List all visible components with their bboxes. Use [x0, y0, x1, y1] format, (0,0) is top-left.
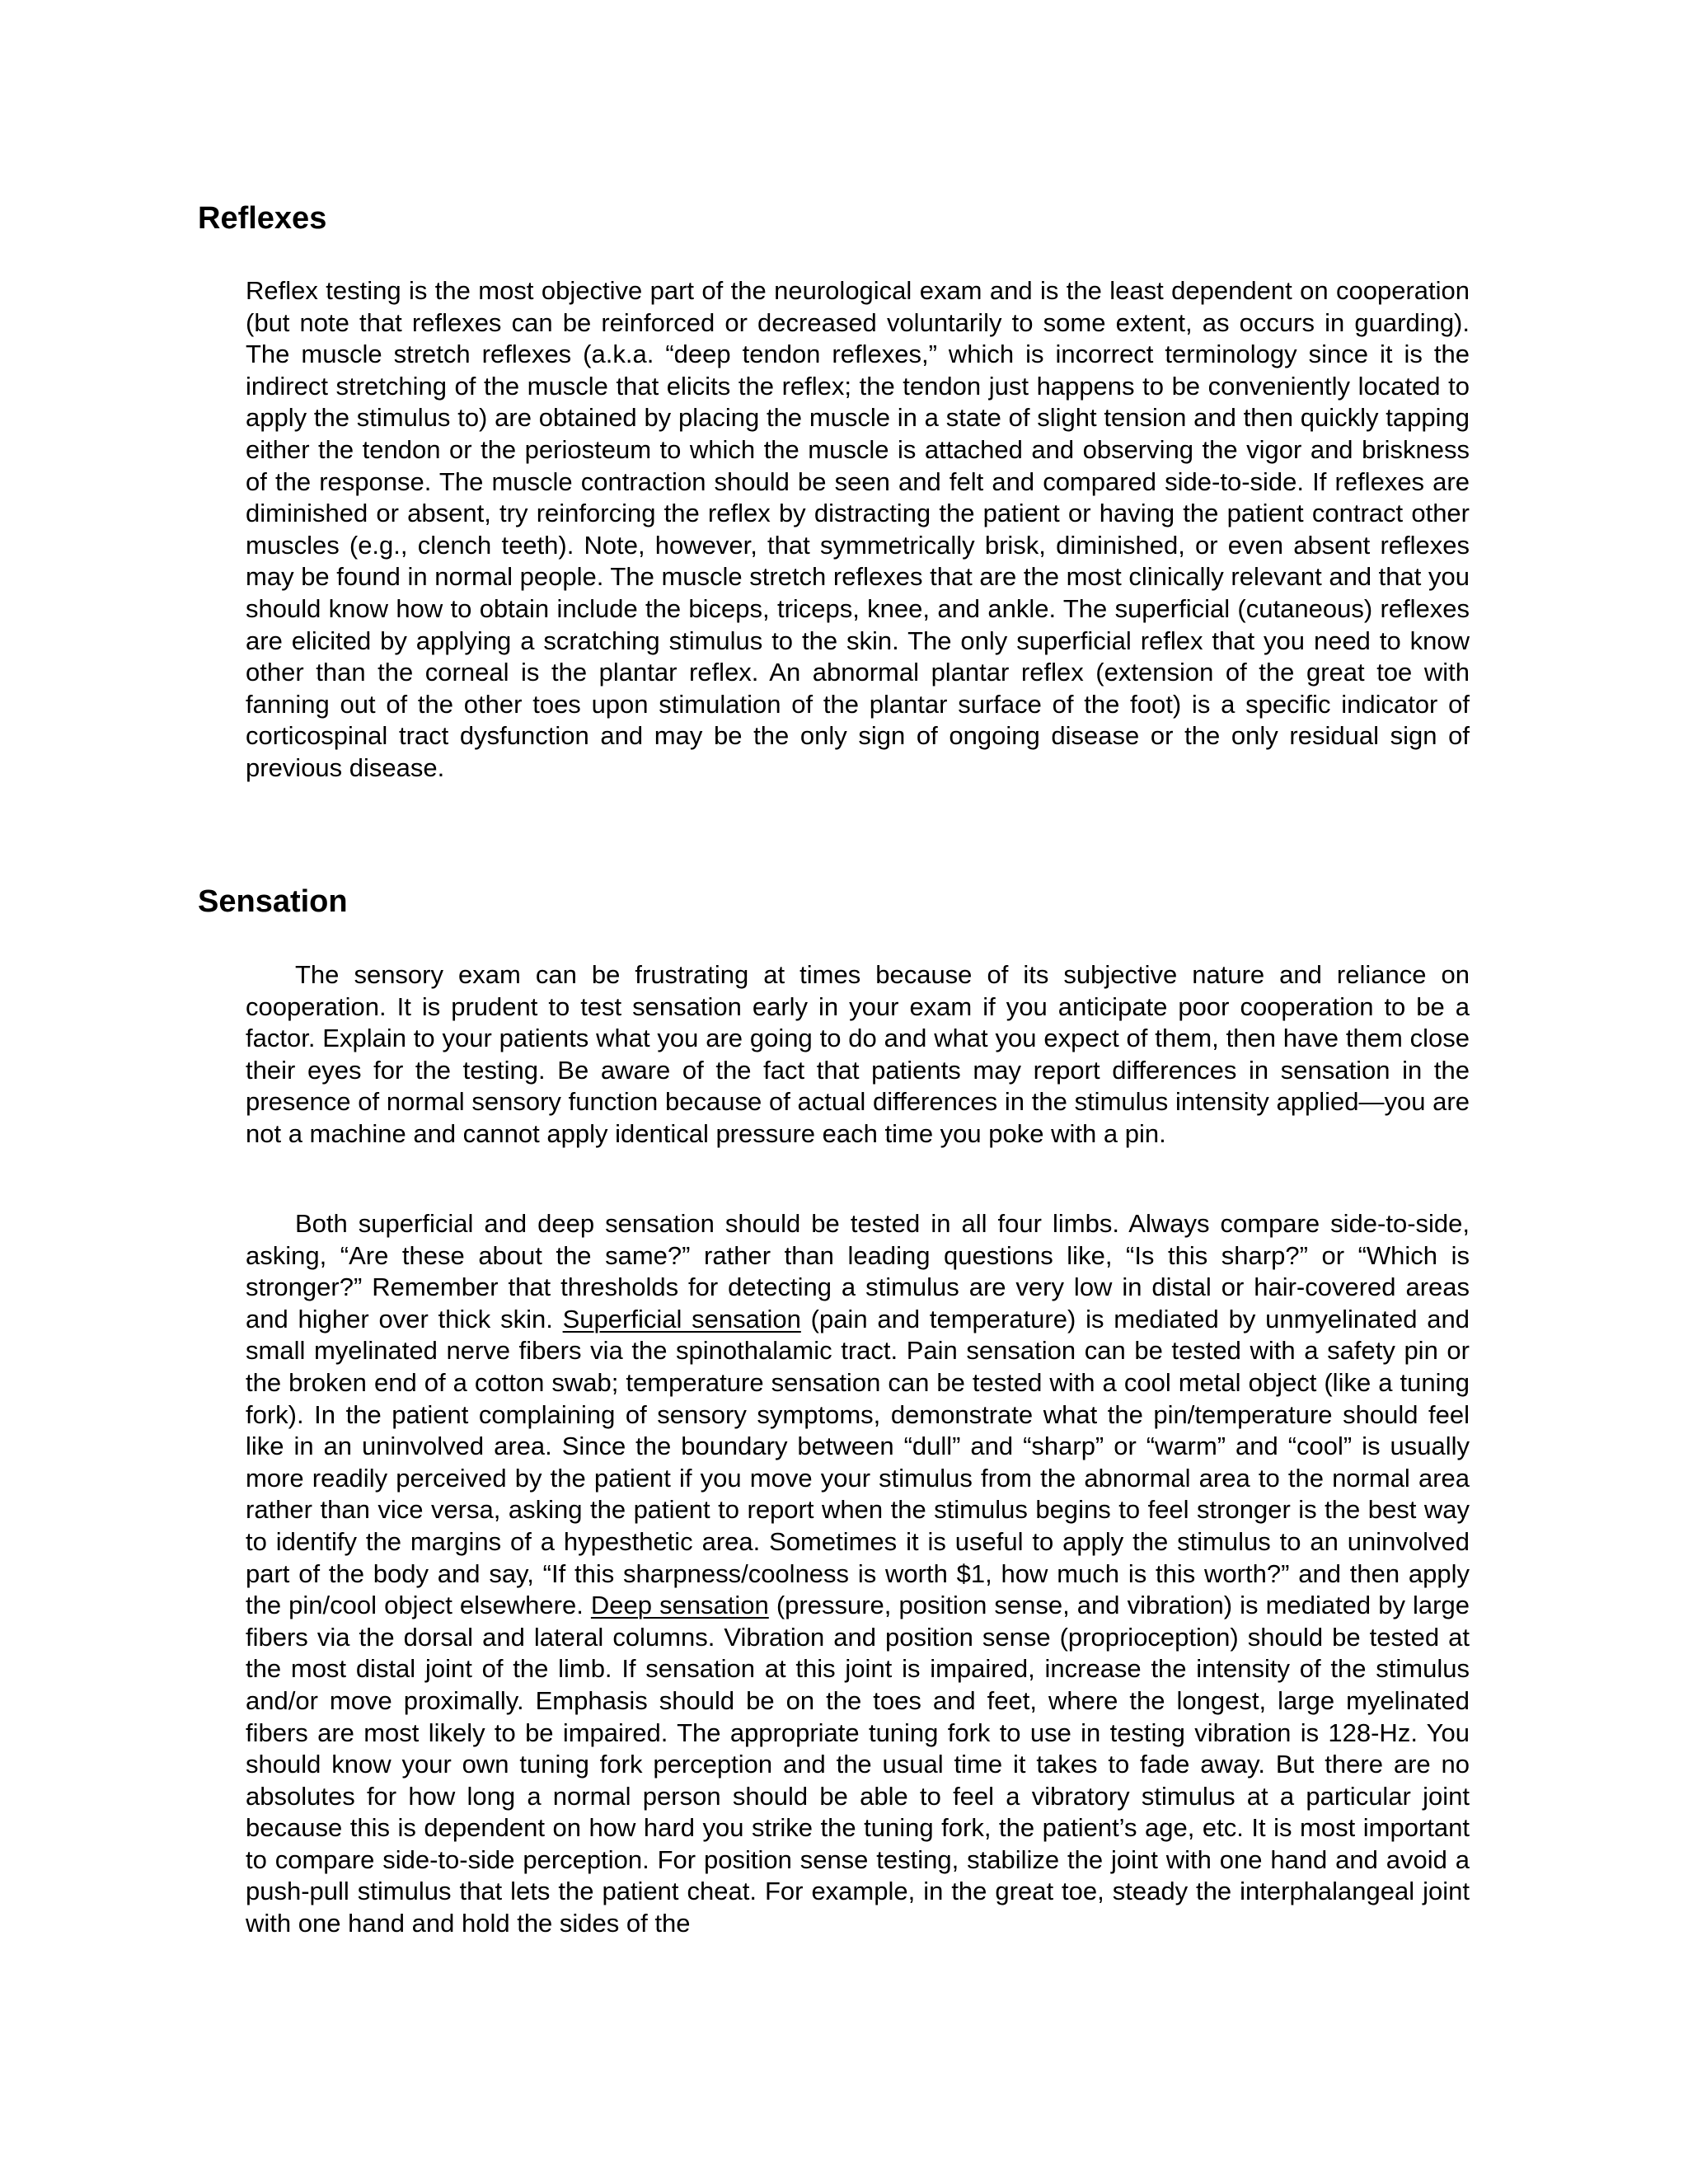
section-heading-reflexes: Reflexes: [198, 201, 327, 236]
term-superficial-sensation: Superficial sensation: [562, 1304, 801, 1333]
paragraph-text-segment: (pain and temperature) is mediated by unmyelinated and small myelinated nerve fibers via the spinothalamic tract. Pain sensation can be tested with a safety pin or the broken end of a cotton swab; temperature sensation can be tested with a cool metal object (like a tuning fork). In the patient complaining of sensory symptoms, demonstrate what the pin/temperature should feel like in an uninvolved area. Since the boundary between “dull” and “sharp” or “warm” and “cool” is usually more readily perceived by the patient if you move your stimulus from the abnormal area to the normal area rather than vice versa, asking the patient to report when the stimulus begins to feel stronger is the best way to identify the margins of a hypesthetic area. Sometimes it is useful to apply the stimulus to an uninvolved part of the body and say, “If this sharpness/coolness is worth $1, how much is this worth?” and then apply the pin/cool object elsewhere.: [246, 1304, 1470, 1620]
section-heading-sensation: Sensation: [198, 884, 348, 919]
sensation-paragraph-1: The sensory exam can be frustrating at times because of its subjective nature and reliance on cooperation. It is prudent to test sensation early in your exam if you anticipate poor cooperation to be a factor. Explain to your patients what you are going to do and what you expect of them, then have them close their eyes for the testing. Be aware of the fact that patients may report differences in sensation in the presence of normal sensory function because of actual differences in the stimulus intensity applied—you are not a machine and cannot apply identical pressure each time you poke with a pin.: [246, 960, 1470, 1148]
paragraph-text-segment: Both superficial and deep sensation should be tested in all four limbs. Always compare side-to-side, asking, “Are these about the same?” rather than leading questions like, “Is this sharp?” or “Which is stronger?” Remember that thresholds for detecting a stimulus are very low in distal or hair-covered areas and higher over thick skin.: [246, 1209, 1470, 1333]
sensation-paragraph-2: [246, 1208, 1470, 1940]
term-deep-sensation: Deep sensation: [590, 1591, 769, 1620]
reflexes-paragraph: Reflex testing is the most objective part of the neurological exam and is the least dependent on cooperation (but note that reflexes can be reinforced or decreased voluntarily to some extent, as occurs in guarding). The muscle stretch reflexes (a.k.a. “deep tendon reflexes,” which is incorrect terminology since it is the indirect stretching of the muscle that elicits the reflex; the tendon just happens to be conveniently located to apply the stimulus to) are obtained by placing the muscle in a state of slight tension and then quickly tapping either the tendon or the periosteum to which the muscle is attached and observing the vigor and briskness of the response. The muscle contraction should be seen and felt and compared side-to-side. If reflexes are diminished or absent, try reinforcing the reflex by distracting the patient or having the patient contract other muscles (e.g., clench teeth). Note, however, that symmetrically brisk, diminished, or even absent reflexes may be found in normal people. The muscle stretch reflexes that are the most clinically relevant and that you should know how to obtain include the biceps, triceps, knee, and ankle. The superficial (cutaneous) reflexes are elicited by applying a scratching stimulus to the skin. The only superficial reflex that you need to know other than the corneal is the plantar reflex. An abnormal plantar reflex (extension of the great toe with fanning out of the other toes upon stimulation of the plantar surface of the foot) is a specific indicator of corticospinal tract dysfunction and may be the only sign of ongoing disease or the only residual sign of previous disease.: [246, 276, 1470, 782]
paragraph-text-segment: (pressure, position sense, and vibration) is mediated by large fibers via the dorsal and lateral columns. Vibration and position sense (proprioception) should be tested at the most distal joint of the limb. If sensation at this joint is impaired, increase the intensity of the stimulus and/or move proximally. Emphasis should be on the toes and feet, where the longest, large myelinated fibers are most likely to be impaired. The appropriate tuning fork to use in testing vibration is 128-Hz. You should know your own tuning fork perception and the usual time it takes to fade away. But there are no absolutes for how long a normal person should be able to feel a vibratory stimulus at a particular joint because this is dependent on how hard you strike the tuning fork, the patient’s age, etc. It is most important to compare side-to-side perception. For position sense testing, stabilize the joint with one hand and avoid a push-pull stimulus that lets the patient cheat. For example, in the great toe, steady the interphalangeal joint with one hand and hold the sides of the: [246, 1591, 1470, 1938]
